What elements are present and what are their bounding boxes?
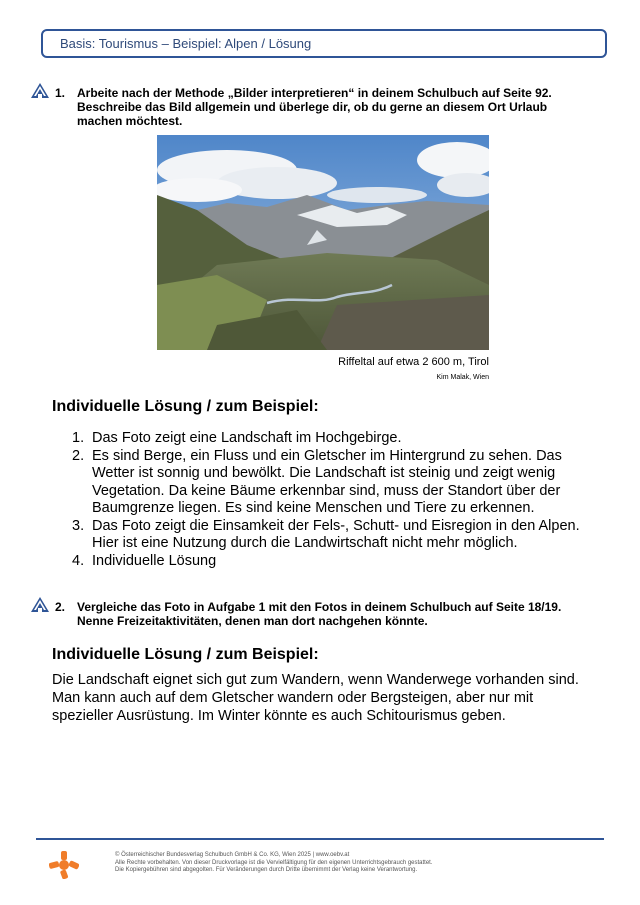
list-item [72,430,612,448]
list-item-line: Das Foto zeigt die Einsamkeit der Fels-, Schutt- und Eisregion in den Alpen. [92,517,580,534]
photo-caption: Riffeltal auf etwa 2 600 m, Tirol [338,356,489,368]
mountain-level-icon [31,597,49,612]
list-item [72,553,612,571]
solution-1-heading: Individuelle Lösung / zum Beispiel: [52,398,319,415]
photo-credit: Kim Malak, Wien [436,374,489,381]
solution-2-line: spezieller Ausrüstung. Im Winter könnte es auch Schitourismus geben. [52,708,506,724]
task-1-line: machen möchtest. [77,114,183,128]
task-1-number: 1. [55,86,66,100]
landscape-illustration [157,135,489,350]
task-2-line: Nenne Freizeitaktivitäten, denen man dort nachgehen könnte. [77,614,428,628]
footer-line: © Österreichischer Bundesverlag Schulbuch GmbH & Co. KG, Wien 2025 | www.oebv.at [115,852,350,858]
list-item-line: Es sind Berge, ein Fluss und ein Gletscher im Hintergrund zu sehen. Das [92,447,562,464]
task-2-number: 2. [55,600,66,614]
solution-2-text [52,671,612,725]
solution-1-list [72,430,612,570]
list-item-line: Das Foto zeigt eine Landschaft im Hochgebirge. [92,430,402,446]
task-1-prompt [77,86,552,128]
task-2-line: Vergleiche das Foto in Aufgabe 1 mit den Fotos in deinem Schulbuch auf Seite 18/19. [77,600,562,614]
mountain-level-icon [31,83,49,98]
list-item-line: Wetter ist sonnig und bewölkt. Die Landschaft ist steinig und zeigt wenig [92,465,556,481]
footer-line: Alle Rechte vorbehalten. Von dieser Druckvorlage ist die Vervielfältigung für den eigenen Unterrichtsgebrauch gestattet. [115,859,433,866]
page-title: Basis: Tourismus – Beispiel: Alpen / Lösung [60,36,312,51]
header-box [41,29,607,58]
list-item-number: 2. [72,447,85,464]
list-item-line: Baumgrenze liegen. Es sind keine Menschen und Tiere zu erkennen. [92,500,535,516]
footer-divider [36,838,604,840]
list-item-number: 3. [72,517,85,534]
solution-2-line: Man kann auch auf dem Gletscher wandern oder Bergsteigen, aber nur mit [52,690,534,706]
list-item-line: Vegetation. Da keine Bäume erkennbar sind, muss der Standort über der [92,482,561,499]
alpine-valley-photo [157,135,489,350]
footer-line: Die Kopiergebühren sind abgegolten. Für Veränderungen durch Dritte übernimmt der Verlag keine Verantwortung. [115,867,418,873]
task-1-line: Beschreibe das Bild allgemein und überlege dir, ob du gerne an diesem Ort Urlaub [77,100,548,114]
solution-2-line: Die Landschaft eignet sich gut zum Wandern, wenn Wanderwege vorhanden sind. [52,672,579,688]
list-item-number: 4. [72,552,85,569]
task-1-line: Arbeite nach der Methode „Bilder interpretieren“ in deinem Schulbuch auf Seite 92. [77,86,552,100]
list-item-number: 1. [72,430,85,446]
list-item-line: Hier ist eine Nutzung durch die Landwirtschaft nicht mehr möglich. [92,535,518,551]
list-item-line: Individuelle Lösung [92,552,217,569]
task-2-prompt [77,600,561,628]
list-item [72,518,612,553]
list-item [72,448,612,518]
solution-2-heading: Individuelle Lösung / zum Beispiel: [52,646,319,663]
oebv-logo [49,851,79,879]
footer-copyright [115,852,433,875]
